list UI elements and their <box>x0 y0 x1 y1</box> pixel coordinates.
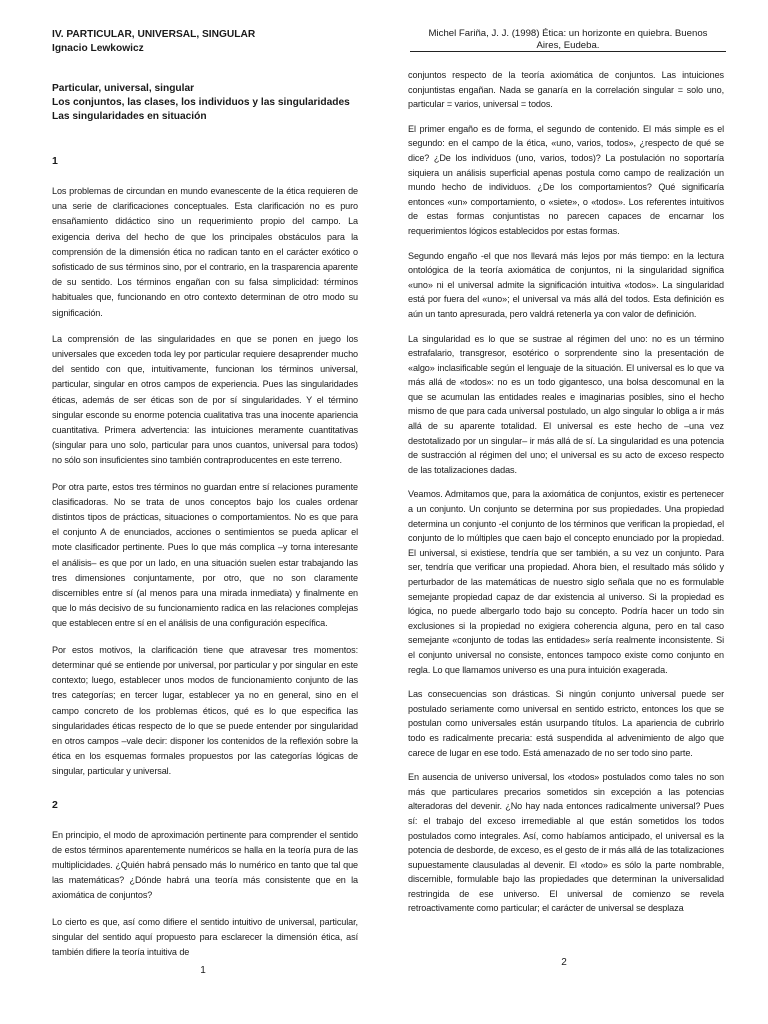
paragraph: La comprensión de las singularidades en que se ponen en juego los universales que exceden toda ley por particular requiere desaprender mucho del sentido con que, intuitivamente, funcionan los términos universal, particular, singular en otros campos de experiencia. Pues las singularidades éticas, además de ser éticas son de por sí singularidades. Y el término singular esconde su enorme potencia cualitativa tras una inocente apariencia cuantitativa. Primera advertencia: las intuiciones meramente cuantitativas (singular para uno solo, particular para unos cuantos, universal para todos) no sólo son insuficientes sino también contraproducentes en este terreno. <box>52 333 358 466</box>
paragraph: Veamos. Admitamos que, para la axiomática de conjuntos, existir es pertenecer a un conjunto. Un conjunto se determina por sus propiedades. Una propiedad determina un conjunto -el conjunto de los términos que verifican la propiedad, el conjunto de lo múltiples que caen bajo el concepto enunciado por la propiedad. El universal, si existiese, tendría que ser también, a su vez un conjunto. Para ser, tendría que verificar una propiedad. Ahora bien, el resultado más sólido y perturbador de las matemáticas de nuestro siglo señala que no es formulable semejante propiedad capaz de dar existencia al universo. Si la propiedad es lógica, no puede albergarlo todo bajo su concepto. Podría hacer un todo sin exclusiones si la propiedad no exigiera coherencia alguna, pero en tal caso semejante «conjunto de todas las entidades» sería realmente inconsistente. Si el conjunto universal no consiste, entonces tampoco existe como conjunto en regla. Lo que llamamos universo es una pura intuición exagerada. <box>408 489 724 675</box>
subtitle-line: Los conjuntos, las clases, los individuos y las singularidades <box>52 97 350 108</box>
paragraph: El primer engaño es de forma, el segundo de contenido. El más simple es el segundo: en el campo de la ética, «uno, varios, todos», ¿respecto de qué se dice? ¿De los individuos (uno, varios, todos)? La postulación no soportaría siquiera un análisis superficial apenas postula como campo de realización un mundo hecho de individuos. ¿De los comportamientos? Qué significaría entonces «un» comportamiento, o «siete», o «todos». Los referentes intuitivos de estas formas conjuntistas no parecen capaces de encarnar los requerimientos lógicos establecidos por estas formas. <box>408 123 724 236</box>
subtitle-line: Particular, universal, singular <box>52 83 195 94</box>
paragraph: Segundo engaño -el que nos llevará más lejos por más tiempo: en la lectura ontológica de la teoría axiomática de conjuntos, ni la singularidad significa «uno» ni el universal admite la significación intuitiva «todos». La singularidad está por fuera del «uno»; el universal va más allá del todos. Esta definición es aún un tanto apresurada, pero valdrá retenerla ya con valor de definición. <box>408 250 724 319</box>
page-number: 1 <box>200 965 206 976</box>
section-number-1: 1 <box>52 155 58 167</box>
paragraph: conjuntos respecto de la teoría axiomática de conjuntos. Las intuiciones conjuntistas engañan. Nada se ganaría en la correlación singular = solo uno, particular = varios, universal = todos. <box>408 70 724 110</box>
paragraph: Por estos motivos, la clarificación tiene que atravesar tres momentos: determinar qué se entiende por universal, por particular y por singular en este contexto; luego, establecer unos modos de funcionamiento conjunto de las tres categorías; en tercer lugar, establecer ya no en general, sino en el campo concreto de los problemas éticos, qué es lo que especifica las singularidades éticas respecto de lo que se puede entender por singularidad en otros campos –vale decir: disponer los contenidos de la reflexión sobre la ética en los esquemas formales propuestos por las categorías lógicas de singular, particular y universal. <box>52 644 358 777</box>
right-page <box>384 0 768 1024</box>
paragraph: Por otra parte, estos tres términos no guardan entre sí relaciones puramente clasificadoras. No se trata de unos conceptos bajo los cuales ordenar distintos tipos de prácticas, situaciones o comportamientos. No es que para el conjunto A de enunciados, acciones o sentimientos se pueda aplicar el mote clasificador pertinente. Pues lo que más complica –y torna interesante el análisis– es que por un lado, en una situación suelen estar trabajando las tres dimensiones conjuntamente, por otro, que no son claramente discernibles entre sí (al menos para una mirada inmediata) y finalmente en que lo más decisivo de su funcionamiento radica en las relaciones complejas que establecen entre sí en el análisis de una configuración específica. <box>52 481 358 629</box>
section-number-2: 2 <box>52 798 58 811</box>
subtitle-line: Las singularidades en situación <box>52 111 207 122</box>
left-column <box>52 28 358 971</box>
chapter-title: IV. PARTICULAR, UNIVERSAL, SINGULAR <box>52 29 256 40</box>
chapter-header <box>52 28 358 56</box>
author-name: Ignacio Lewkowicz <box>52 43 144 54</box>
paragraph: En principio, el modo de aproximación pertinente para comprender el sentido de estos términos aparentemente numéricos se halla en la teoría pura de las multiplicidades. ¿Quién habrá pensado más lo numérico en tanto que tal que las matemáticas? ¿Dónde habrá una teoría más consistente que en la axiomática de conjuntos? <box>52 829 358 901</box>
citation-header: Michel Fariña, J. J. (1998) Ética: un horizonte en quiebra. Buenos Aires, Eudeba. <box>428 28 708 51</box>
paragraph: Las consecuencias son drásticas. Si ningún conjunto universal puede ser postulado seriamente como universal en sentido estricto, entonces los que se postulan como universales están usurpando títulos. La apariencia de cubrirlo todo es radicalmente precaria: está suspendida al advenimiento de algo que carece de lugar en ese todo. Está amenazado de no ser todo sino parte. <box>408 689 724 758</box>
paragraph: Lo cierto es que, así como difiere el sentido intuitivo de universal, particular, singular del sentido aquí propuesto para esclarecer la dimensión ética, así también difiere la teoría intuitiva de <box>52 916 358 957</box>
right-column <box>408 68 724 926</box>
paragraph: La singularidad es lo que se sustrae al régimen del uno: no es un término estrafalario, transgresor, esotérico o sorprendente sino la presentación de «algo» inclasificable según el lenguaje de la situación. El universal es lo que va más allá de «todos»: no es un todo gigantesco, una bolsa descomunal en la que se acumulan las entidades reales e imaginarias posibles, sino el hecho mismo de que para cada universal postulado, un algo singular lo obliga a ir más allá de su aparente totalidad. El universal es este hecho de –una vez destotalizado por un singular– ir más allá de sí. La singularidad es una potencia de sustracción al régimen del uno; el universal es su acto de exceso respecto de las totalizaciones dadas. <box>408 333 724 475</box>
paragraph: En ausencia de universo universal, los «todos» postulados como tales no son más que particulares precarios sometidos sin excepción a las potencias alteradoras del devenir. ¿No hay nada entonces radicalmente universal? Pues sí: el trabajo del exceso irremediable al que están sometidos los todos postulados como integrales. Así, como habíamos anticipado, el universal es la potencia de desborde, de exceso, es el gesto de ir más allá de las totalizaciones supuestamente clausuladas al devenir. El «todo» es sólo la parte nombrable, discernible, formulable bajo las propiedades que determinan la universalidad restringida de ese universo. El universal de comienzo se revela retroactivamente como particular; el carácter de universal se desplaza <box>408 772 724 914</box>
paragraph: Los problemas de circundan en mundo evanescente de la ética requieren de una serie de clarificaciones conceptuales. Esta clarificación no es puro ensañamiento didáctico sino un requerimiento propio del campo. La exigencia deriva del hecho de que los principales obstáculos para la comprensión de la dimensión ética no radican tanto en el carácter exótico o sofisticado de sus términos sino, por el contrario, en la trasparencia aparente de su sentido. Los términos engañan con su falsa simplicidad: términos habituales que, funcionando en otro contexto determinan de otro modo su significación. <box>52 186 358 318</box>
header-divider <box>410 51 726 52</box>
page-number: 2 <box>561 957 567 968</box>
section-subtitles <box>52 82 358 124</box>
